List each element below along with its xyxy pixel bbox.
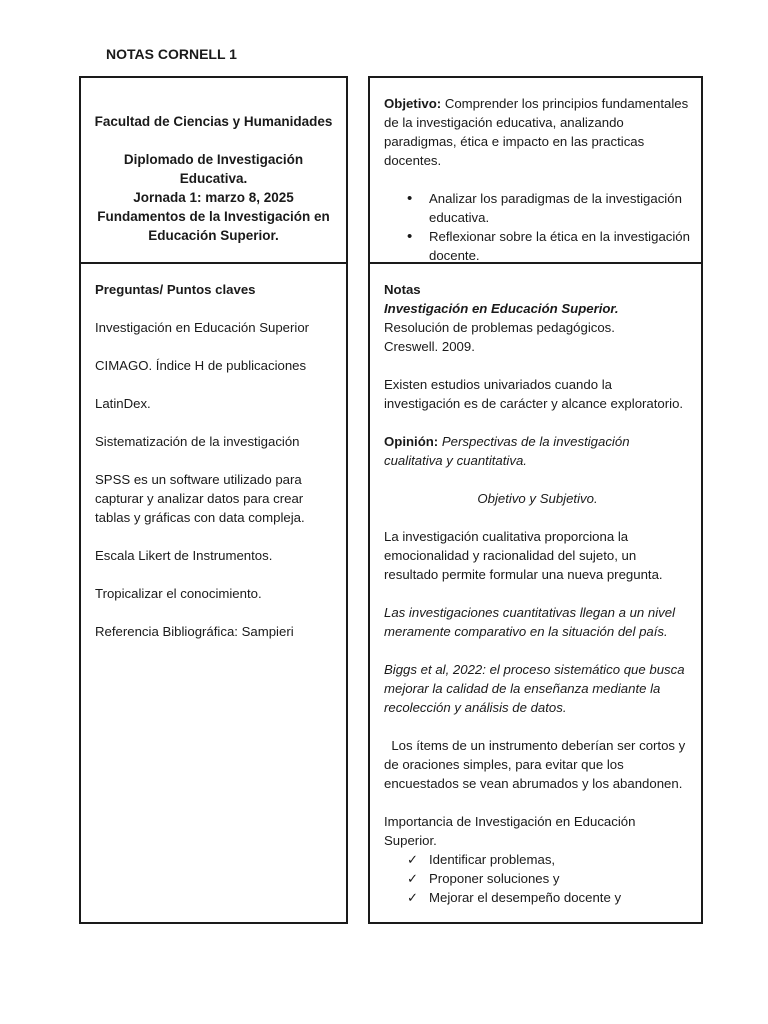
objective-bullet: • Reflexionar sobre la ética en la investigación docente. (429, 227, 691, 265)
faculty-name: Facultad de Ciencias y Humanidades (94, 114, 333, 129)
question-item: Tropicalizar el conocimiento. (95, 586, 262, 601)
notes-subheading: Investigación en Educación Superior. (384, 301, 619, 316)
question-item: Referencia Bibliográfica: Sampieri (95, 624, 294, 639)
topic-line-2: Educación Superior. (148, 228, 279, 243)
check-icon: ✓ (407, 890, 419, 905)
opinion-paragraph (384, 432, 691, 470)
notes-paragraph: Las investigaciones cuantitativas llegan a un nivel meramente comparativo en la situación del país. (384, 605, 676, 639)
check-icon: ✓ (407, 871, 419, 886)
header-block (81, 78, 346, 245)
topic-line-1: Fundamentos de la Investigación en (97, 209, 330, 224)
objective-box (368, 76, 703, 264)
question-item: Sistematización de la investigación (95, 434, 300, 449)
importance-heading: Importancia de Investigación en Educación Superior. (384, 814, 636, 848)
objective-subjective: Objetivo y Subjetivo. (477, 491, 598, 506)
objective-label: Objetivo: (384, 96, 442, 111)
questions-column (79, 262, 348, 924)
question-item: Escala Likert de Instrumentos. (95, 548, 273, 563)
objective-text: Comprender los principios fundamentales de la investigación educativa, analizando paradigmas, ética e impacto en las practicas docentes. (384, 96, 689, 168)
question-item: Investigación en Educación Superior (95, 320, 310, 335)
question-item: LatinDex. (95, 396, 151, 411)
header-box (79, 76, 348, 264)
objective-paragraph (384, 94, 691, 170)
check-item-text: Mejorar el desempeño docente y (429, 890, 622, 905)
document-title: NOTAS CORNELL 1 (106, 46, 237, 62)
questions-heading: Preguntas/ Puntos claves (95, 282, 256, 297)
check-item-text: Identificar problemas, (429, 852, 556, 867)
opinion-text: Perspectivas de la investigación cualitativa y cuantitativa. (384, 434, 630, 468)
check-item (407, 869, 691, 888)
objective-bullets (384, 189, 691, 265)
notes-paragraph: La investigación cualitativa proporciona la emocionalidad y racionalidad del sujeto, un resultado permite formular una nueva pregunta. (384, 529, 663, 582)
notes-paragraph: Existen estudios univariados cuando la investigación es de carácter y alcance exploratorio. (384, 377, 684, 411)
check-icon: ✓ (407, 852, 419, 867)
notes-paragraph: Biggs et al, 2022: el proceso sistemático que busca mejorar la calidad de la enseñanza mediante la recolección y análisis de datos. (384, 662, 685, 715)
diplomado-title: Diplomado de Investigación Educativa. (123, 152, 304, 186)
notes-heading: Notas (384, 282, 421, 297)
notes-column (368, 262, 703, 924)
check-item-text: Proponer soluciones y (429, 871, 560, 886)
check-item (407, 850, 691, 869)
notes-paragraph: Los ítems de un instrumento deberían ser cortos y de oraciones simples, para evitar que los encuestados se vean abrumados y los abandonen. (384, 738, 689, 791)
notes-line: Resolución de problemas pedagógicos. (384, 320, 615, 335)
objective-bullet: • Analizar los paradigmas de la investigación educativa. (429, 189, 691, 227)
question-item: CIMAGO. Índice H de publicaciones (95, 358, 307, 373)
notes-line: Creswell. 2009. (384, 339, 475, 354)
importance-checklist (384, 850, 691, 907)
question-item: SPSS es un software utilizado para capturar y analizar datos para crear tablas y gráficas con data compleja. (95, 472, 305, 525)
opinion-label: Opinión: (384, 434, 439, 449)
check-item (407, 888, 691, 907)
jornada-date: Jornada 1: marzo 8, 2025 (133, 190, 294, 205)
